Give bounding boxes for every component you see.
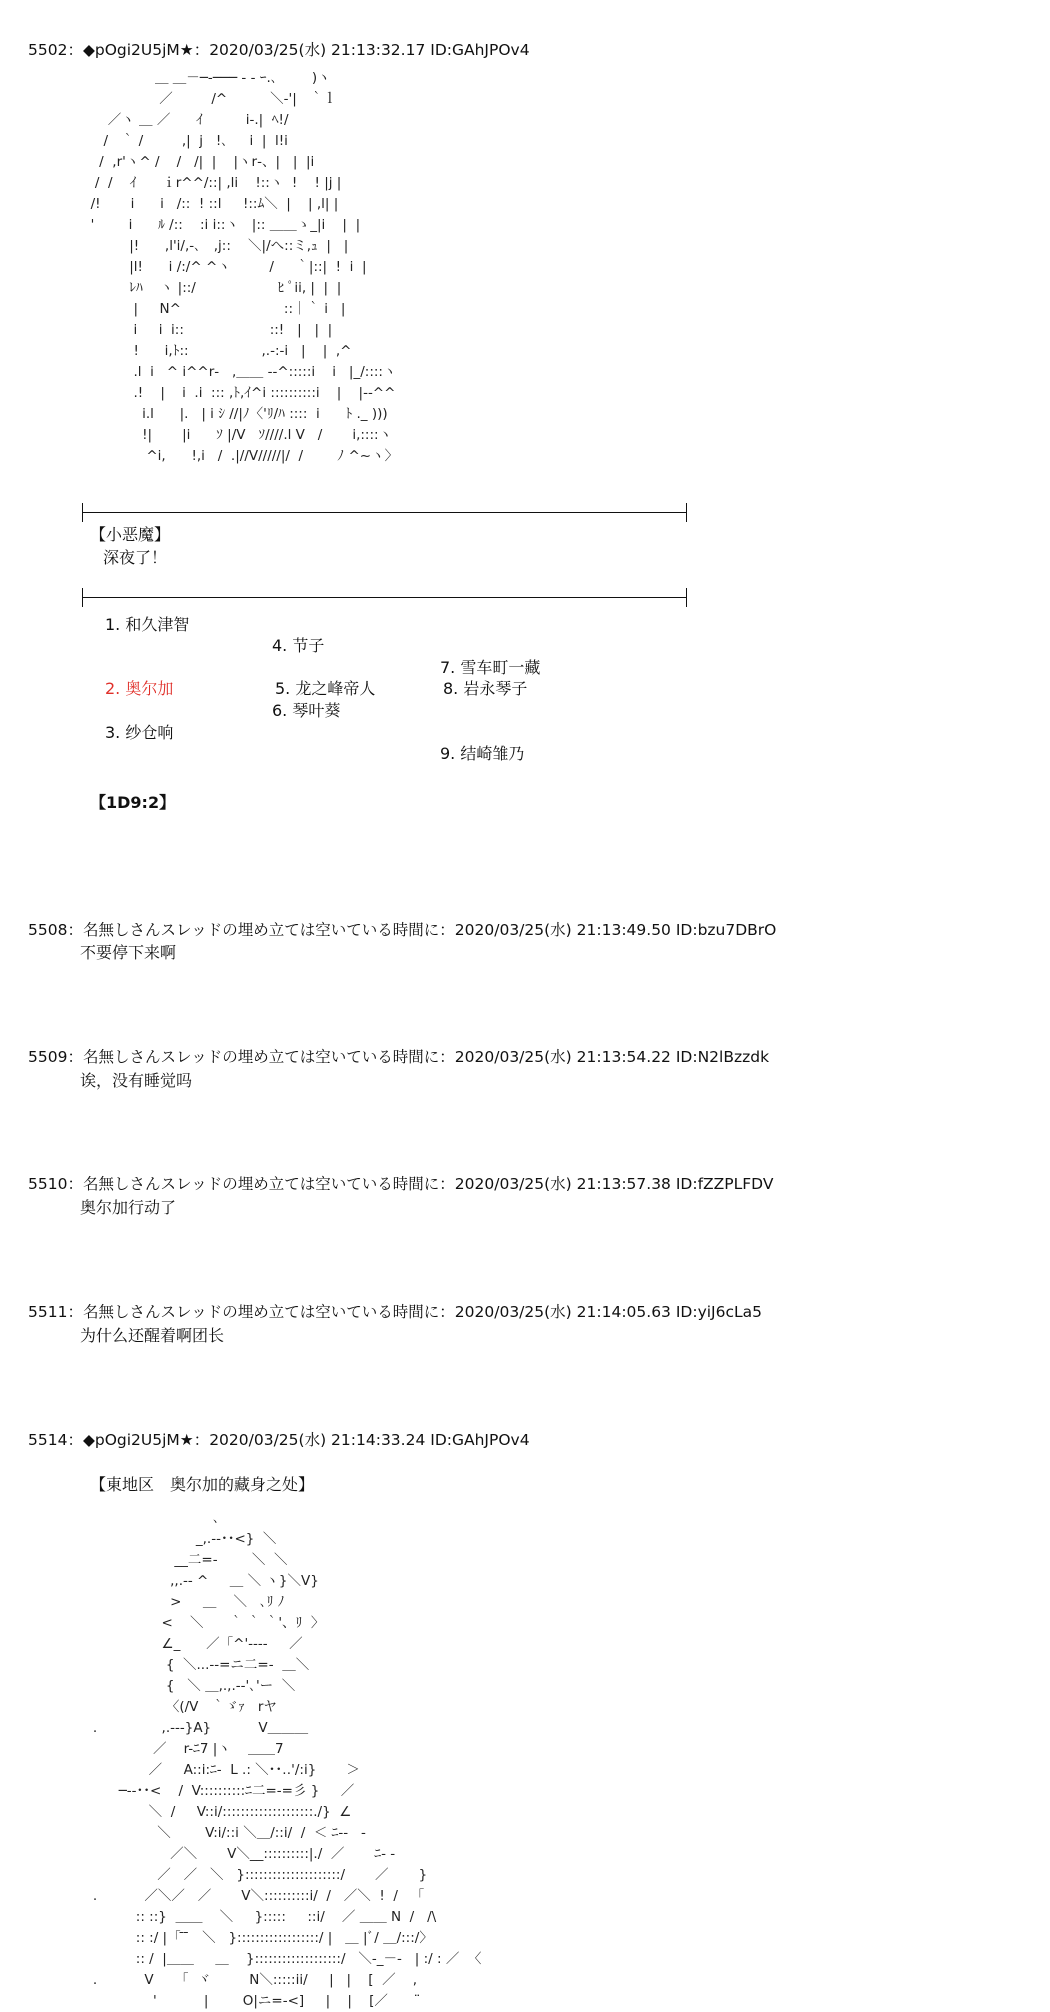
- location-label: 【東地区 奥尔加的藏身之处】: [90, 1475, 315, 1494]
- choice-6: 6. 琴叶葵: [272, 701, 341, 720]
- post-body: 诶，没有睡觉吗: [80, 1071, 193, 1090]
- post-body: 不要停下来啊: [80, 943, 177, 962]
- post-header: 5509：名無しさんスレッドの埋め立ては空いている時間に：2020/03/25(水) 21:13:54.22 ID:N2lBzzdk: [28, 1048, 770, 1066]
- dice-roll: 【1D9:2】: [90, 793, 176, 812]
- ascii-art-koakuma: ＿ ＿－─‐─── ‐ ‐ ｰ.､ )ヽ ／ /^ ＼-'| ｀ｌ ／ヽ ＿ ／ ｲ i-.| ﾍ!/ / ｀ / ,| j !､ i | l!i / ,r'ヽ^ / / /| | |ヽr‐、| | |i / / ｲ ｉr^^/::| ,li !::ヽ ! ! |j | /! i i /:: ! ::l !::ﾑ＼ | | ,l| | ' i ﾙ /:: :i i::ヽ |:: ＿＿ゝ_|i | | |! ,l'i/,-､ ,j:: ＼|/へ::ミ,ｭ | | |l! i /:/^ ^ヽ / ｀|::| ! i | ﾚﾊ ヽ |::/ ﾋ ﾟii, | | | | N^ ::｜｀ i | i i i:: ::! | | | ! i,ﾄ:: ,.-:‐i | | ,^ .l i ^ i^^r‐ ,＿＿ ‐‐^:::::i i |_/::::ヽ .! | i .i ::: ,ﾄ,ｲ^i ::::::::::i | |-‐^^ i.l |. | i ｼ //|ﾉ〈'ﾘ/ﾊ :::: i ﾄ ._ ))) !| |i ｿ |/V ｿ////.l V / i,::::ヽ ^i, !,i / .|//V/////|/ / ﾉ ^~ヽ〉: [90, 70, 399, 464]
- post-header: 5508：名無しさんスレッドの埋め立ては空いている時間に：2020/03/25(水) 21:13:49.50 ID:bzu7DBrO: [28, 921, 777, 939]
- choice-1: 1. 和久津智: [105, 615, 190, 634]
- divider-bottom: [82, 597, 687, 598]
- choice-4: 4. 节子: [272, 636, 325, 655]
- choice-7: 7. 雪车町一藏: [440, 658, 541, 677]
- ascii-art-orga: ､ _,.-‐･･<} ＼ __二=‐ ＼ ＼ ,,.-‐ ^ ＿ ＼ ヽ}＼V} > ＿ ＼ ､ﾘ ﾉ < ＼ ｀ ｀ ｀'、ﾘ 〉 ∠_ ／「^'‐--‐ ／ { ＼...-‐=ニ二=- ＿＼ { ＼ ＿,.,.-‐'､'ー ＼ 〈(/V ｀ゞｧ rヤ . ,.--‐}A} V＿＿＿ ／ r-ﾆ7 |ヽ ＿＿7 ／ A::i:ﾆ- L .: ＼･･‥'/:i} ＞ ─‐‐･･< / V::::::::::ﾆ二=‐=彡 } ／ ＼ / V::i/::::::::::::::::::::./} ∠ ＼ V:i/::i ＼＿/::i/ / ＜ ﾆ‐- - ／＼ V＼__::::::::::|./ ／ ﾆ‐ - ／ ／ ＼ }:::::::::::::::::::::/ ／ } . ／＼／ ／ V＼::::::::::i/ / ／＼ ! / 「 :: ::} ＿＿ ＼ }::::: ::i/ ／ ＿＿ N / /\ :: :/ |「 ̄ ̄ ＼ }::::::::::::::::::/ | ＿ |ﾞ/ ＿/:::/〉 :: / |＿＿ ＿ }:::::::::::::::::::/ ＼‐_－- | :/ : ／ 〈 . V 「 ヾ N＼:::::ii/ | | [ ／ , ' | O|ニ=-<] | | [／ ¨: [92, 1510, 482, 2009]
- choice-9: 9. 结崎雏乃: [440, 744, 525, 763]
- post-body: 为什么还醒着啊团长: [80, 1326, 225, 1345]
- dialogue-text: 深夜了！: [103, 548, 168, 567]
- post-header: 5502：◆pOgi2U5jM★：2020/03/25(水) 21:13:32.17 ID:GAhJPOv4: [28, 41, 530, 59]
- post-header: 5514：◆pOgi2U5jM★：2020/03/25(水) 21:14:33.24 ID:GAhJPOv4: [28, 1431, 530, 1449]
- speaker-label: 【小恶魔】: [90, 525, 171, 544]
- post-header: 5511：名無しさんスレッドの埋め立ては空いている時間に：2020/03/25(水) 21:14:05.63 ID:yiJ6cLa5: [28, 1303, 763, 1321]
- post-body: 奥尔加行动了: [80, 1198, 177, 1217]
- choice-5: 5. 龙之峰帝人: [275, 679, 376, 698]
- post-header: 5510：名無しさんスレッドの埋め立ては空いている時間に：2020/03/25(水) 21:13:57.38 ID:fZZPLFDV: [28, 1175, 774, 1193]
- choice-3: 3. 纱仓响: [105, 723, 174, 742]
- choice-2-selected: 2. 奥尔加: [105, 679, 174, 698]
- divider-top: [82, 512, 687, 513]
- choice-8: 8. 岩永琴子: [443, 679, 528, 698]
